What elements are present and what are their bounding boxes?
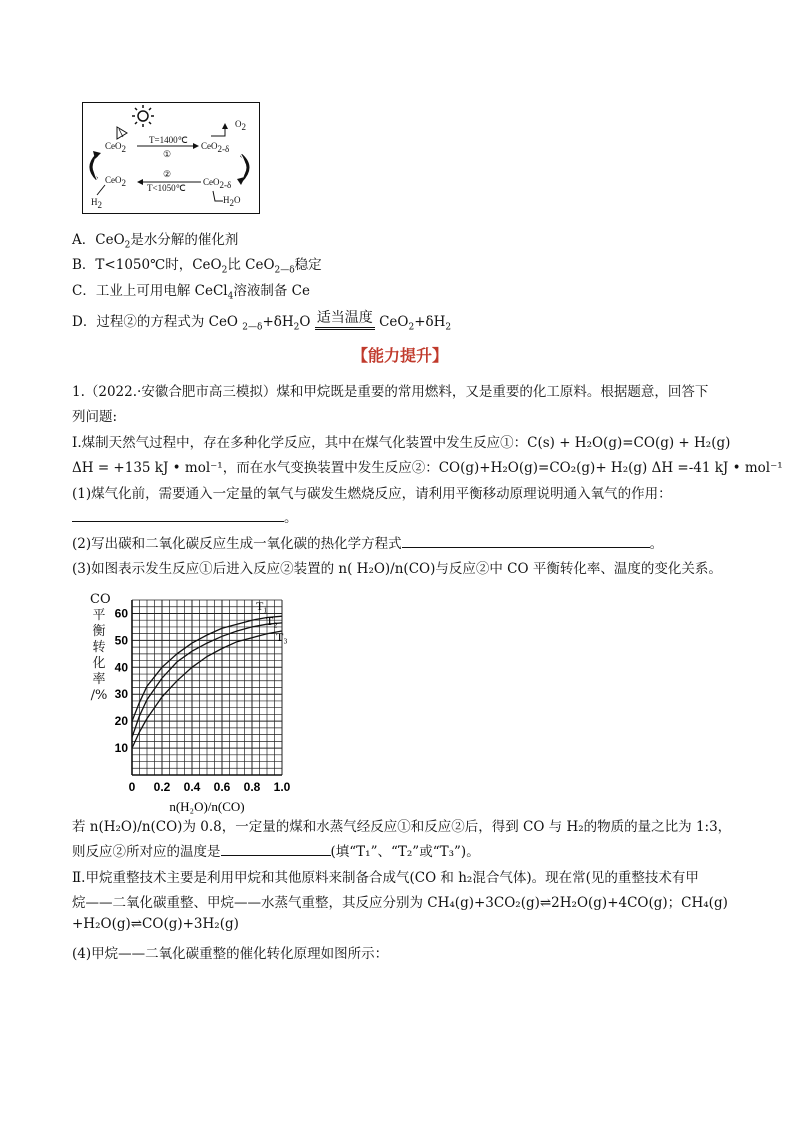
- q1-after-chart-line2: 则反应②所对应的温度是 (填“T₁”、“T₂”或“T₃”)。: [72, 840, 480, 860]
- step2-label: ②: [163, 169, 172, 179]
- sun-icon: [132, 105, 154, 127]
- q1-sub4-text: (4)甲烷——二氧化碳重整的催化转化原理如图所示：: [72, 946, 389, 962]
- y-tick-label: 40: [114, 660, 128, 675]
- y-tick-label: 10: [114, 741, 128, 756]
- y-label-char: 平: [92, 608, 106, 623]
- ceo2-bottom-right-label: CeO$_{2-\delta}$: [203, 177, 232, 190]
- answer-blank-2[interactable]: [402, 533, 650, 548]
- series-label-2: T₂: [266, 613, 278, 628]
- o2-label: $O_2$: [235, 119, 246, 132]
- ceo2-bottom-left-label: CeO$_2$: [105, 175, 126, 188]
- part2-line3: +H₂O(g)⇌CO(g)+3H₂(g): [72, 916, 239, 932]
- q1-sub1-text: (1)煤气化前，需要通入一定量的氧气与碳发生燃烧反应，请利用平衡移动原理说明通入氧气的作用：: [72, 486, 672, 502]
- x-axis-label: n(H₂O)/n(CO): [169, 799, 245, 814]
- q1-sub2-text: (2)写出碳和二氧化碳反应生成一氧化碳的热化学方程式 。: [72, 532, 663, 552]
- q1-sub3-text: (3)如图表示发生反应①后进入反应②装置的 n( H₂O)/n(CO)与反应②中 CO 平衡转化率、温度的变化关系。: [72, 561, 722, 577]
- y-label-char: CO: [90, 592, 111, 607]
- y-label-char: 率: [92, 672, 106, 687]
- y-tick-label: 30: [114, 687, 128, 702]
- reaction-condition: 适当温度: [315, 307, 375, 330]
- series-label-3: T₃: [276, 629, 288, 644]
- x-tick-label: 0: [128, 780, 136, 794]
- ceo2-left-label: CeO$_2$: [105, 141, 126, 154]
- answer-blank-3[interactable]: [221, 841, 331, 856]
- x-tick-label: 0.6: [213, 780, 231, 794]
- section-title: 【能力提升】: [351, 346, 448, 365]
- y-label-char: /%: [90, 688, 108, 703]
- x-tick-label: 0.4: [183, 780, 201, 794]
- y-label-char: 化: [92, 656, 106, 671]
- ceo2-cycle-diagram: [82, 102, 260, 214]
- y-label-char: 转: [92, 640, 106, 655]
- x-tick-label: 0.8: [243, 780, 261, 794]
- solar-collector-icon: [117, 127, 127, 139]
- option-a: A．CeO$_2$是水分解的催化剂: [72, 232, 239, 251]
- q1-after-chart-line1: 若 n(H₂O)/n(CO)为 0.8，一定量的煤和水蒸气经反应①和反应②后，得到 CO 与 H₂的物质的量之比为 1:3，: [72, 819, 732, 835]
- h2-label: $H_2$: [91, 197, 102, 210]
- y-label-char: 衡: [92, 624, 106, 639]
- q1-intro-line1: 1.（2022.·安徽合肥市高三模拟）煤和甲烷既是重要的常用燃料，又是重要的化工原料。根据题意，回答下: [72, 384, 709, 400]
- y-tick-label: 50: [114, 633, 128, 648]
- h2o-label: $H_2O$: [223, 195, 241, 208]
- step1-label: ①: [163, 149, 172, 159]
- option-b: B．T<1050℃时，CeO$_2$比 CeO$_{2—\delta}$稳定: [72, 257, 322, 276]
- part1-line2: ΔH = +135 kJ • mol⁻¹，而在水气变换装置中发生反应②：CO(g)+H₂O(g)=CO₂(g)+ H₂(g) ΔH =-41 kJ • mol⁻¹: [72, 460, 783, 476]
- x-tick-label: 1.0: [273, 780, 291, 794]
- part1-line1: Ⅰ.煤制天然气过程中，存在多种化学反应，其中在煤气化装置中发生反应①：C(s) + H₂O(g)=CO(g) + H₂(g): [72, 435, 731, 451]
- x-tick-label: 0.2: [153, 780, 171, 794]
- ceo3-right-label: CeO$_{2-\delta}$: [201, 141, 230, 154]
- t-low-label: T<1050℃: [147, 183, 186, 193]
- y-tick-label: 20: [114, 714, 128, 729]
- series-label-1: T₁: [256, 599, 268, 614]
- conversion-chart: [84, 588, 304, 820]
- part2-line1: Ⅱ.甲烷重整技术主要是利用甲烷和其他原料来制备合成气(CO 和 h₂混合气体)。现在常(见的重整技术有甲: [72, 870, 699, 886]
- q1-sub1-answer: 。: [72, 506, 298, 526]
- part2-line2: 烷——二氧化碳重整、甲烷——水蒸气重整，其反应分别为 CH₄(g)+3CO₂(g)⇌2H₂O(g)+4CO(g)；CH₄(g): [72, 895, 728, 911]
- y-tick-label: 60: [114, 606, 128, 621]
- answer-blank-1[interactable]: [72, 507, 284, 522]
- q1-intro-line2: 列问题:: [72, 409, 118, 425]
- t-high-label: T=1400℃: [149, 135, 188, 145]
- option-c: C．工业上可用电解 CeCl$_4$溶液制备 Ce: [72, 283, 310, 302]
- option-d: D．过程②的方程式为 CeO $_{2—\delta}+\delta H_2O$ 适当温度 $CeO_2+\delta H_2$: [72, 310, 451, 334]
